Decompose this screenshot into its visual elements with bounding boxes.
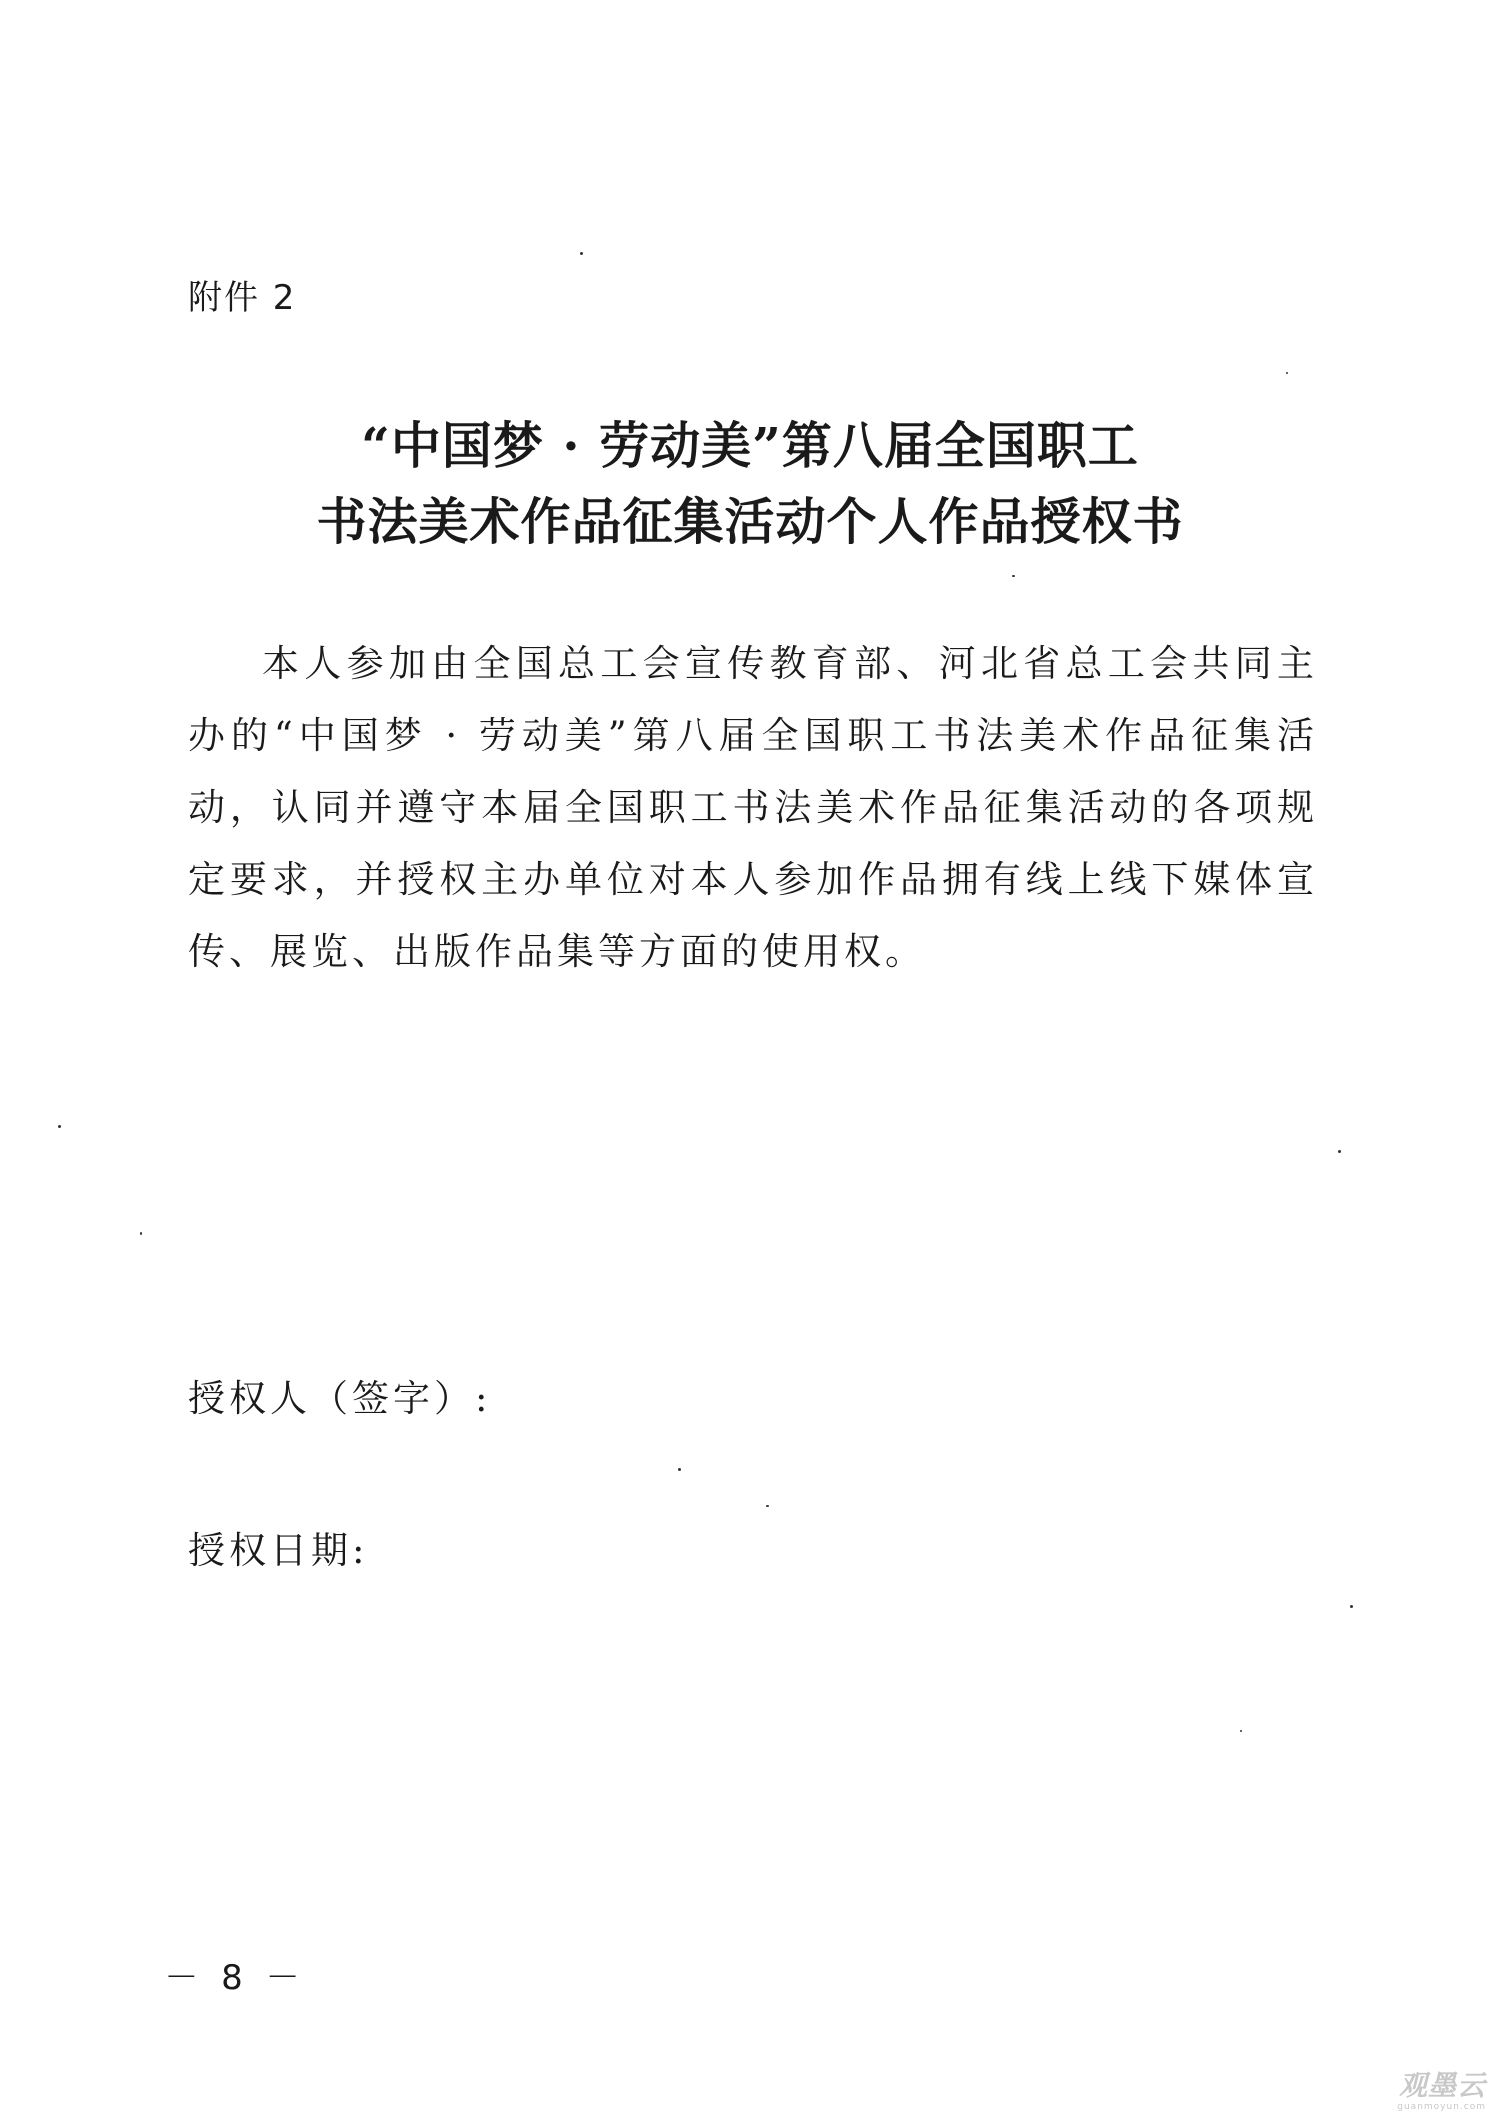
watermark-main-text: 观墨云: [1398, 2069, 1486, 2102]
watermark-sub-text: guanmoyun.com: [1397, 2102, 1486, 2112]
authorization-paragraph: 本人参加由全国总工会宣传教育部、河北省总工会共同主办的“中国梦 · 劳动美”第八届全国职工书法美术作品征集活动，认同并遵守本届全国职工书法美术作品征集活动的各项规定要求，并授权主办单位对本人参加作品拥有线上线下媒体宣传、展览、出版作品集等方面的使用权。: [188, 642, 1318, 973]
scan-speck: [140, 1232, 142, 1235]
attachment-label: 附件 2: [188, 278, 297, 318]
title-line-1: “中国梦 · 劳动美”第八届全国职工: [361, 416, 1139, 475]
date-label: 授权日期:: [188, 1529, 369, 1572]
title-line-2: 书法美术作品征集活动个人作品授权书: [316, 492, 1184, 551]
scan-speck: [58, 1125, 61, 1128]
watermark-logo: [1397, 2064, 1486, 2112]
scan-speck: [1338, 1150, 1341, 1153]
scan-speck: [766, 1505, 769, 1507]
page-number: － 8 －: [164, 1958, 306, 1998]
scan-speck: [1240, 1730, 1242, 1732]
scan-speck: [1012, 575, 1015, 577]
scan-speck: [580, 252, 583, 255]
authorization-body: [188, 628, 1318, 988]
scan-speck: [1286, 372, 1288, 374]
scan-speck: [678, 1468, 681, 1471]
scan-speck: [1350, 1605, 1353, 1608]
signer-label: 授权人（签字）:: [188, 1377, 492, 1420]
